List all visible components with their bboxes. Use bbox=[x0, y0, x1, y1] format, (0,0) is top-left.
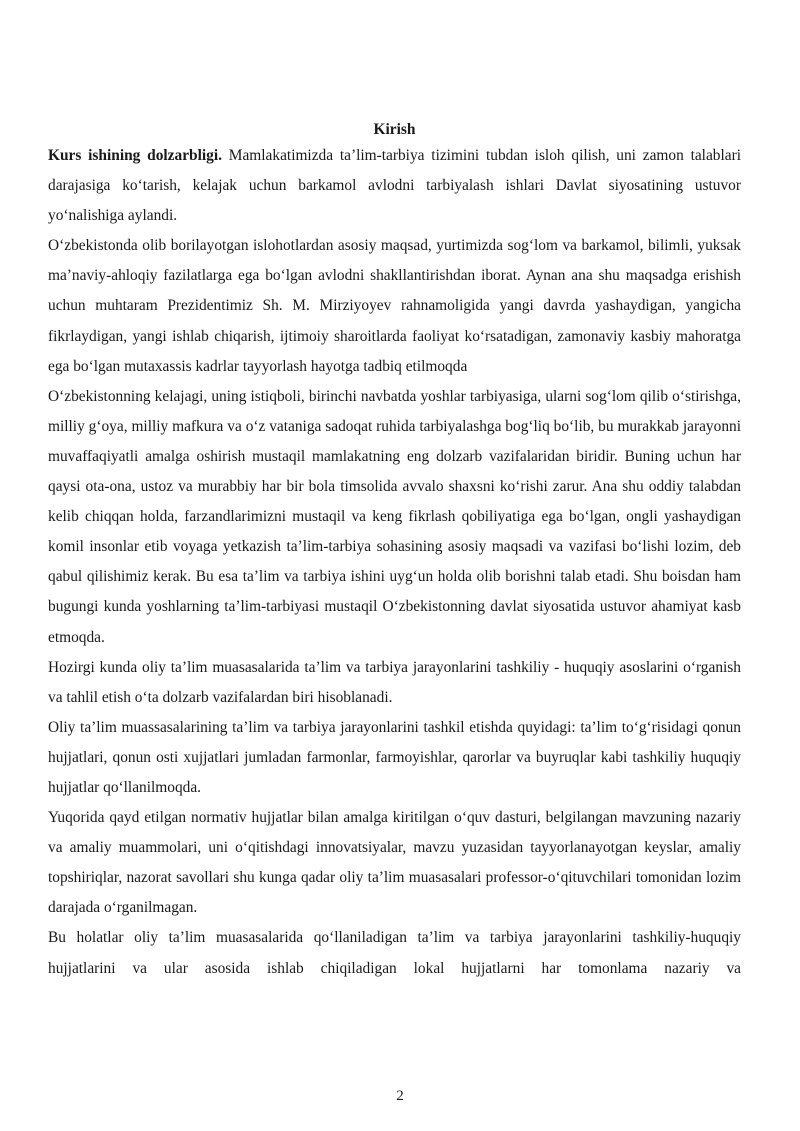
intro-text: Mamlakatimizda ta’lim-tarbiya tizimini tubdan isloh qilish, uni zamon talablari darajasiga ko‘tarish, kelajak uchun barkamol avlodni tarbiyalash ishlari Davlat siyosatining ustuvor yo‘nalishiga aylandi. bbox=[48, 147, 741, 225]
section-heading: Kirish bbox=[373, 121, 416, 138]
page-content bbox=[48, 118, 741, 984]
body-paragraph: Hozirgi kunda oliy ta’lim muasasalarida ta’lim va tarbiya jarayonlarini tashkiliy - huquqiy asoslarini o‘rganish va tahlil etish o‘ta dolzarb vazifalardan biri hisoblanadi. bbox=[48, 658, 741, 706]
body-paragraph: Oliy ta’lim muassasalarining ta’lim va tarbiya jarayonlarini tashkil etishda quyidagi: ta’lim to‘g‘risidagi qonun hujjatlari, qonun osti xujjatlari jumladan farmonlar, farmoyishlar, qarorlar va buyruqlar kabi tashkiliy huquqiy hujjatlar qo‘llanilmoqda. bbox=[48, 718, 741, 796]
intro-paragraph bbox=[48, 141, 741, 231]
intro-bold-lead: Kurs ishining dolzarbligi. bbox=[48, 147, 222, 164]
body-paragraph: Bu holatlar oliy ta’lim muasasalarida qo‘llaniladigan ta’lim va tarbiya jarayonlarini tashkiliy-huquqiy hujjatlarini va ular asosida ishlab chiqiladigan lokal hujjatlarni har tomonlama nazariy va bbox=[48, 929, 741, 977]
page-number: 2 bbox=[396, 1088, 404, 1104]
body-paragraph: O‘zbekistonning kelajagi, uning istiqboli, birinchi navbatda yoshlar tarbiyasiga, ularni sog‘lom qilib o‘stirishga, milliy g‘oya, milliy mafkura va o‘z vataniga sadoqat ruhida tarbiyalashga bog‘liq bo‘lib, bu murakkab jarayonni muvaffaqiyatli amalga oshirish mustaqil mamlakatning eng dolzarb vazifalaridan biridir. Buning uchun har qaysi ota-ona, ustoz va murabbiy har bir bola timsolida avvalo shaxsni ko‘rishi zarur. Ana shu oddiy talabdan kelib chiqqan holda, farzandlarimizni mustaqil va keng fikrlash qobiliyatiga ega bo‘lgan, ongli yashaydigan komil insonlar etib voyaga yetkazish ta’lim-tarbiya sohasining asosiy maqsadi va vazifasi bo‘lishi lozim, deb qabul qilishimiz kerak. Bu esa ta’lim va tarbiya ishini uyg‘un holda olib borishni talab etadi. Shu boisdan ham bugungi kunda yoshlarning ta’lim-tarbiyasi mustaqil O‘zbekistonning davlat siyosatida ustuvor ahamiyat kasb etmoqda. bbox=[48, 387, 741, 646]
body-paragraph: O‘zbekistonda olib borilayotgan islohotlardan asosiy maqsad, yurtimizda sog‘lom va barkamol, bilimli, yuksak ma’naviy-ahloqiy fazilatlarga ega bo‘lgan avlodni shakllantirishdan iborat. Aynan ana shu maqsadga erishish uchun muhtaram Prezidentimiz Sh. M. Mirziyoyev rahnamoligida yangi davrda yashaydigan, yangicha fikrlaydigan, yangi ishlab chiqarish, ijtimoiy sharoitlarda faoliyat ko‘rsatadigan, zamonaviy kasbiy mahoratga ega bo‘lgan mutaxassis kadrlar tayyorlash hayotga tadbiq etilmoqda bbox=[48, 237, 741, 375]
body-paragraph: Yuqorida qayd etilgan normativ hujjatlar bilan amalga kiritilgan o‘quv dasturi, belgilangan mavzuning nazariy va amaliy muammolari, uni o‘qitishdagi innovatsiyalar, mavzu yuzasidan tayyorlanayotgan keyslar, amaliy topshiriqlar, nazorat savollari shu kunga qadar oliy ta’lim muasasalari professor-o‘qituvchilari tomonidan lozim darajada o‘rganilmagan. bbox=[48, 809, 741, 917]
